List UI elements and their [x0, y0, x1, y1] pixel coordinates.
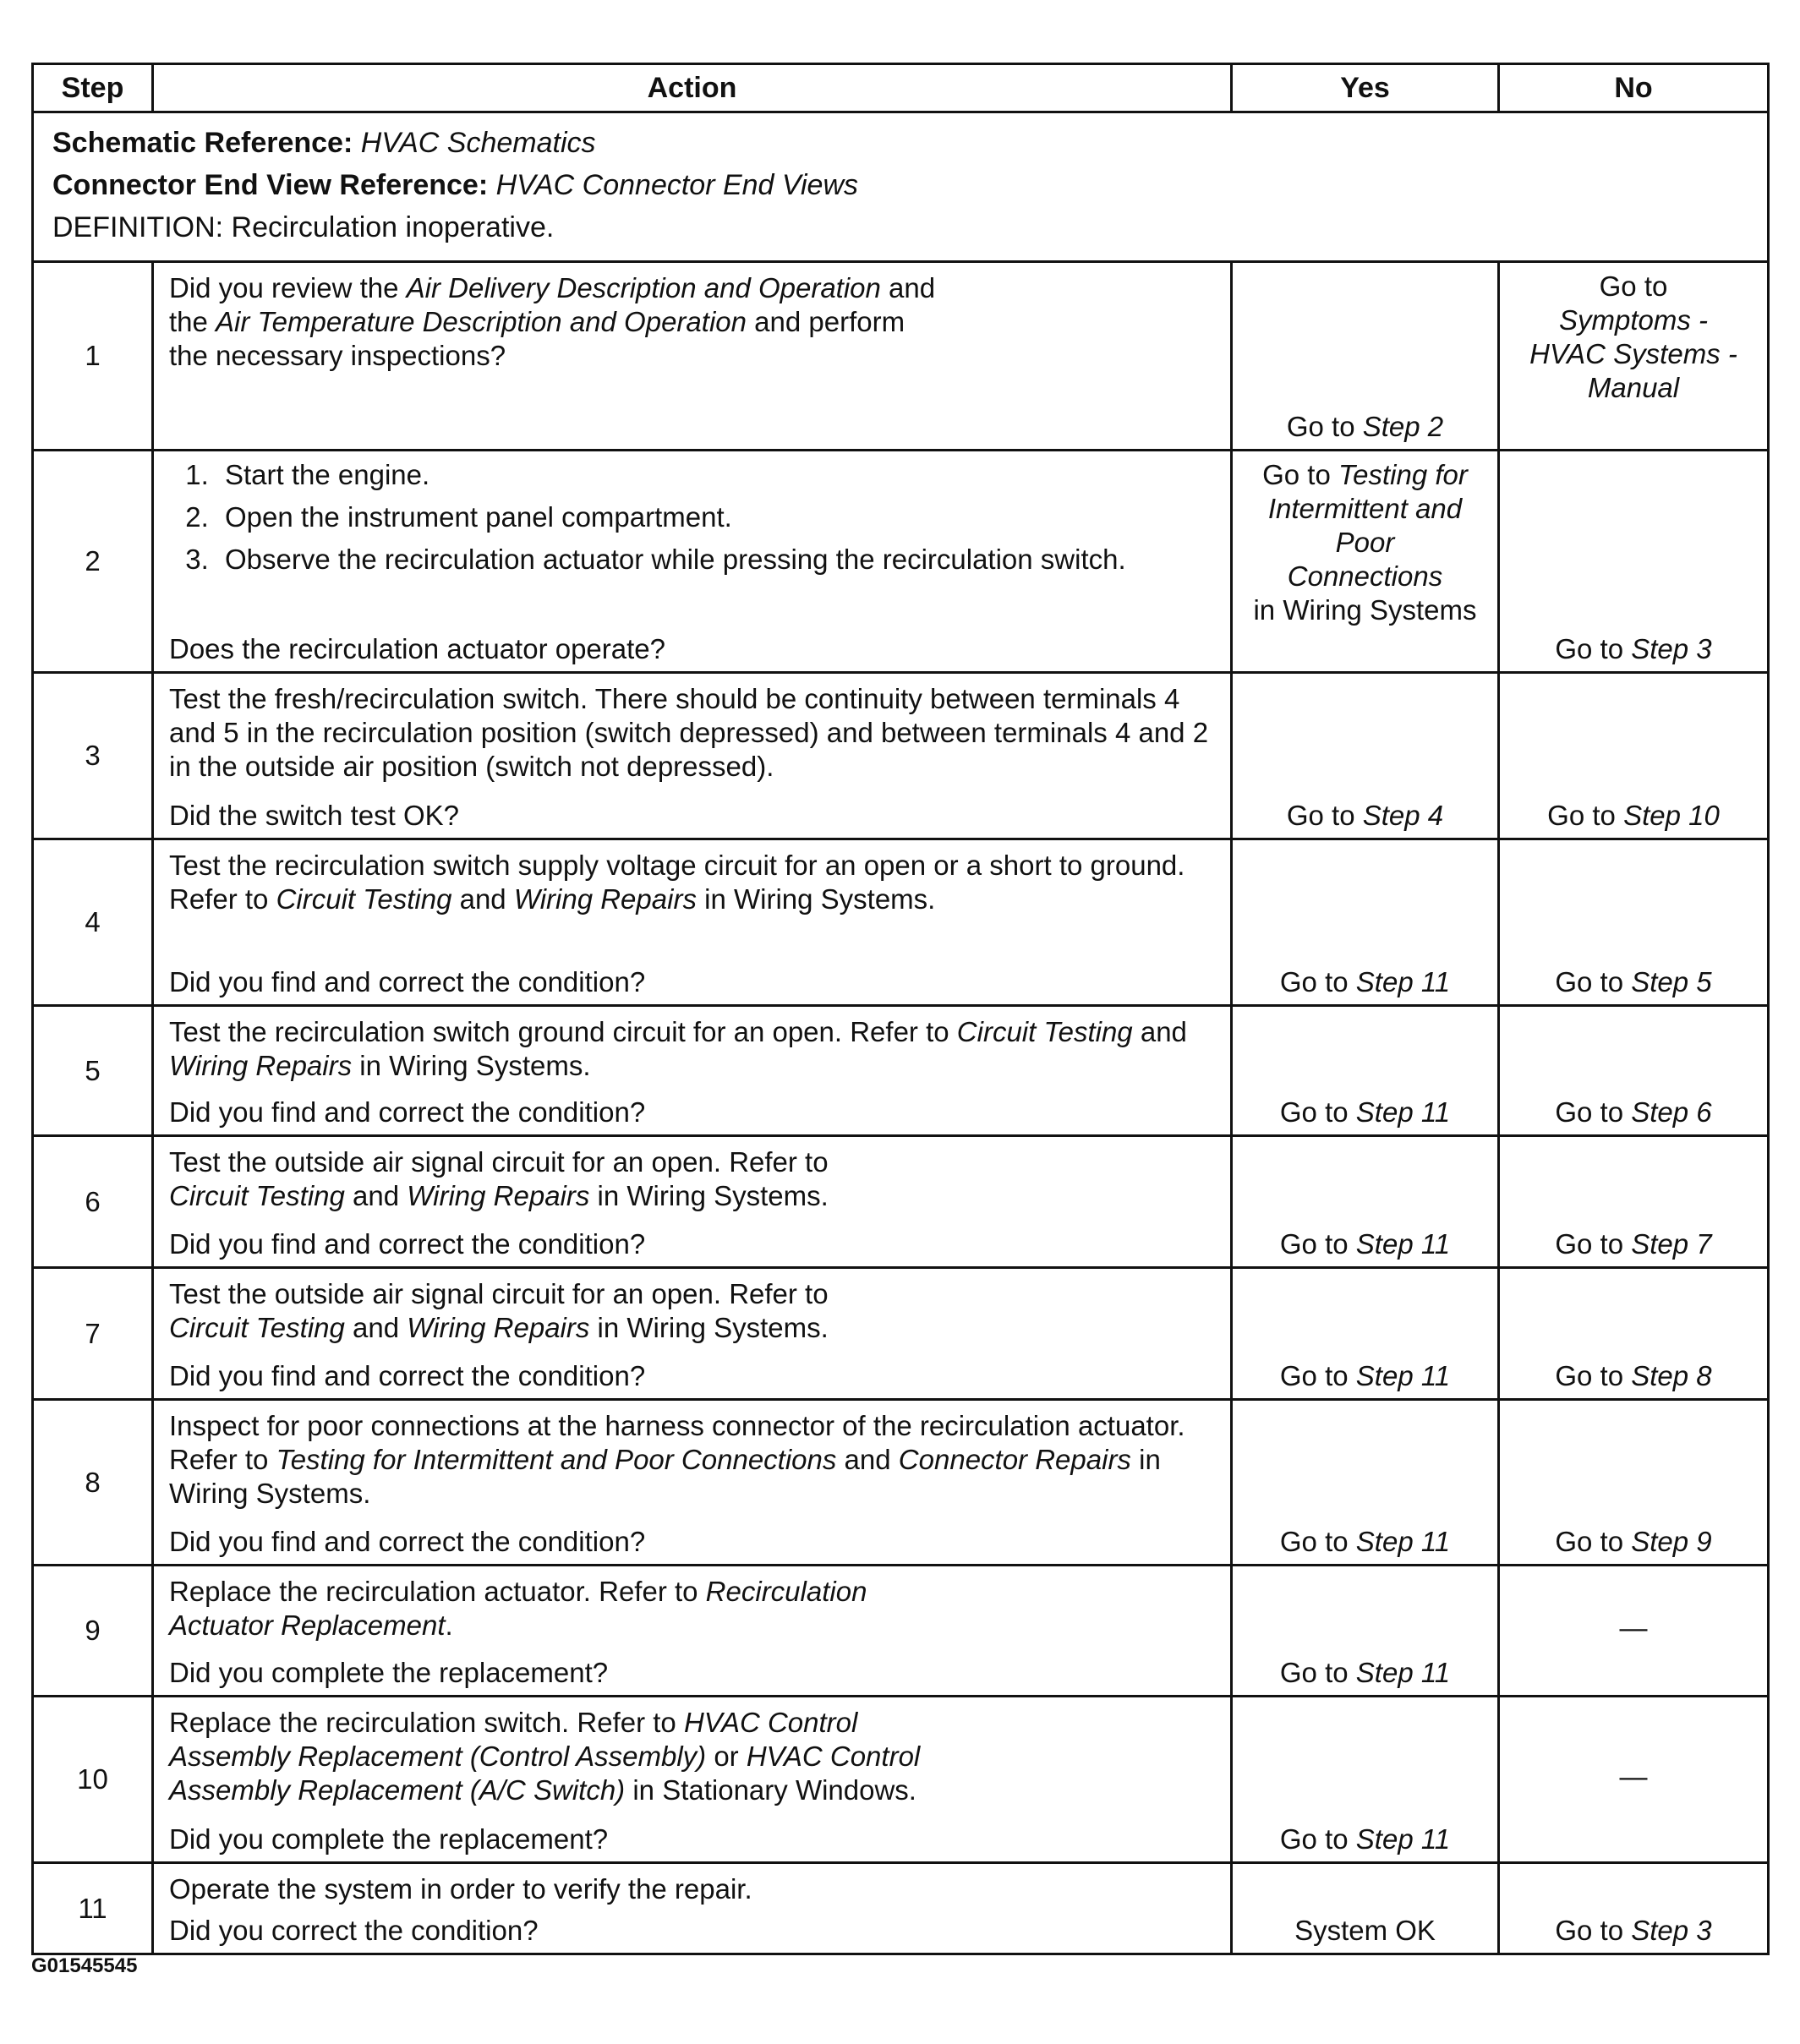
step-number: 7 [33, 1268, 153, 1400]
table-row [33, 673, 1769, 839]
step-number: 6 [33, 1136, 153, 1268]
no-cell: Go to Symptoms - HVAC Systems - Manual [1499, 262, 1769, 451]
header-no: No [1499, 64, 1769, 112]
no-cell: — [1499, 1566, 1769, 1697]
no-cell: Go to Step 5 [1499, 839, 1769, 1006]
table-row [33, 262, 1769, 451]
header-step: Step [33, 64, 153, 112]
step-number: 2 [33, 451, 153, 673]
table-header-row [33, 64, 1769, 112]
action-cell: Test the recirculation switch supply voltage circuit for an open or a short to ground. Refer to Circuit Testing and Wiring Repairs in Wiring Systems. Did you find and correct the condition? [153, 839, 1232, 1006]
yes-cell: System OK [1232, 1863, 1499, 1954]
action-cell: Replace the recirculation actuator. Refer to Recirculation Actuator Replacement. Did you complete the replacement? [153, 1566, 1232, 1697]
yes-cell: Go to Step 4 [1232, 673, 1499, 839]
action-cell: Replace the recirculation switch. Refer to HVAC Control Assembly Replacement (Control Assembly) or HVAC Control Assembly Replacement (A/C Switch) in Stationary Windows. Did you complete the replacement? [153, 1697, 1232, 1863]
no-cell: Go to Step 10 [1499, 673, 1769, 839]
action-cell: Inspect for poor connections at the harness connector of the recirculation actuator. Refer to Testing for Intermittent and Poor Connections and Connector Repairs in Wiring Systems. Did you find and correct the condition? [153, 1400, 1232, 1566]
yes-cell: Go to Step 11 [1232, 1566, 1499, 1697]
yes-cell: Go to Step 11 [1232, 1006, 1499, 1136]
action-cell: Test the outside air signal circuit for an open. Refer to Circuit Testing and Wiring Repairs in Wiring Systems. Did you find and correct the condition? [153, 1136, 1232, 1268]
table-row [33, 1136, 1769, 1268]
procedure-list: 1. Start the engine. 2. Open the instrument panel compartment. 3. Observe the recirculation actuator while pressing the recirculation switch. [169, 458, 1220, 577]
yes-cell: Go to Testing for Intermittent and Poor Connections in Wiring Systems [1232, 451, 1499, 673]
yes-cell: Go to Step 11 [1232, 1400, 1499, 1566]
yes-cell: Go to Step 11 [1232, 1136, 1499, 1268]
diagnostic-table [31, 63, 1770, 1955]
table-row [33, 1400, 1769, 1566]
figure-code: G01545545 [31, 1954, 138, 1977]
step-number: 10 [33, 1697, 153, 1863]
step-number: 9 [33, 1566, 153, 1697]
no-cell: — [1499, 1697, 1769, 1863]
connector-reference: Connector End View Reference: HVAC Connector End Views [52, 169, 858, 201]
table-row [33, 1863, 1769, 1954]
no-cell: Go to Step 3 [1499, 1863, 1769, 1954]
diagnostic-table-sheet [31, 63, 1767, 1955]
yes-cell: Go to Step 11 [1232, 1697, 1499, 1863]
yes-cell: Go to Step 11 [1232, 1268, 1499, 1400]
no-cell: Go to Step 7 [1499, 1136, 1769, 1268]
no-cell: Go to Step 6 [1499, 1006, 1769, 1136]
table-row [33, 1566, 1769, 1697]
step-number: 4 [33, 839, 153, 1006]
no-cell: Go to Step 3 [1499, 451, 1769, 673]
action-cell: Test the fresh/recirculation switch. There should be continuity between terminals 4 and 5 in the recirculation position (switch depressed) and between terminals 4 and 2 in the outside air position (switch not depressed). Did the switch test OK? [153, 673, 1232, 839]
schematic-reference: Schematic Reference: HVAC Schematics [52, 127, 596, 159]
reference-row [33, 112, 1769, 262]
no-cell: Go to Step 9 [1499, 1400, 1769, 1566]
step-number: 3 [33, 673, 153, 839]
header-action: Action [153, 64, 1232, 112]
yes-cell: Go to Step 2 [1232, 262, 1499, 451]
yes-cell: Go to Step 11 [1232, 839, 1499, 1006]
action-cell: Did you review the Air Delivery Description and Operation and the Air Temperature Description and Operation and perform the necessary inspections? [153, 262, 1232, 451]
step-number: 8 [33, 1400, 153, 1566]
header-yes: Yes [1232, 64, 1499, 112]
action-cell: Test the recirculation switch ground circuit for an open. Refer to Circuit Testing and Wiring Repairs in Wiring Systems. Did you find and correct the condition? [153, 1006, 1232, 1136]
no-cell: Go to Step 8 [1499, 1268, 1769, 1400]
table-row [33, 1268, 1769, 1400]
table-row [33, 839, 1769, 1006]
action-cell: Operate the system in order to verify the repair. Did you correct the condition? [153, 1863, 1232, 1954]
table-row [33, 1006, 1769, 1136]
reference-cell [33, 112, 1769, 262]
action-cell: 1. Start the engine. 2. Open the instrument panel compartment. 3. Observe the recirculation actuator while pressing the recirculation switch. Does the recirculation actuator operate? [153, 451, 1232, 673]
definition: DEFINITION: Recirculation inoperative. [52, 211, 555, 243]
action-cell: Test the outside air signal circuit for an open. Refer to Circuit Testing and Wiring Repairs in Wiring Systems. Did you find and correct the condition? [153, 1268, 1232, 1400]
table-row [33, 451, 1769, 673]
step-number: 11 [33, 1863, 153, 1954]
table-row [33, 1697, 1769, 1863]
step-number: 1 [33, 262, 153, 451]
step-number: 5 [33, 1006, 153, 1136]
